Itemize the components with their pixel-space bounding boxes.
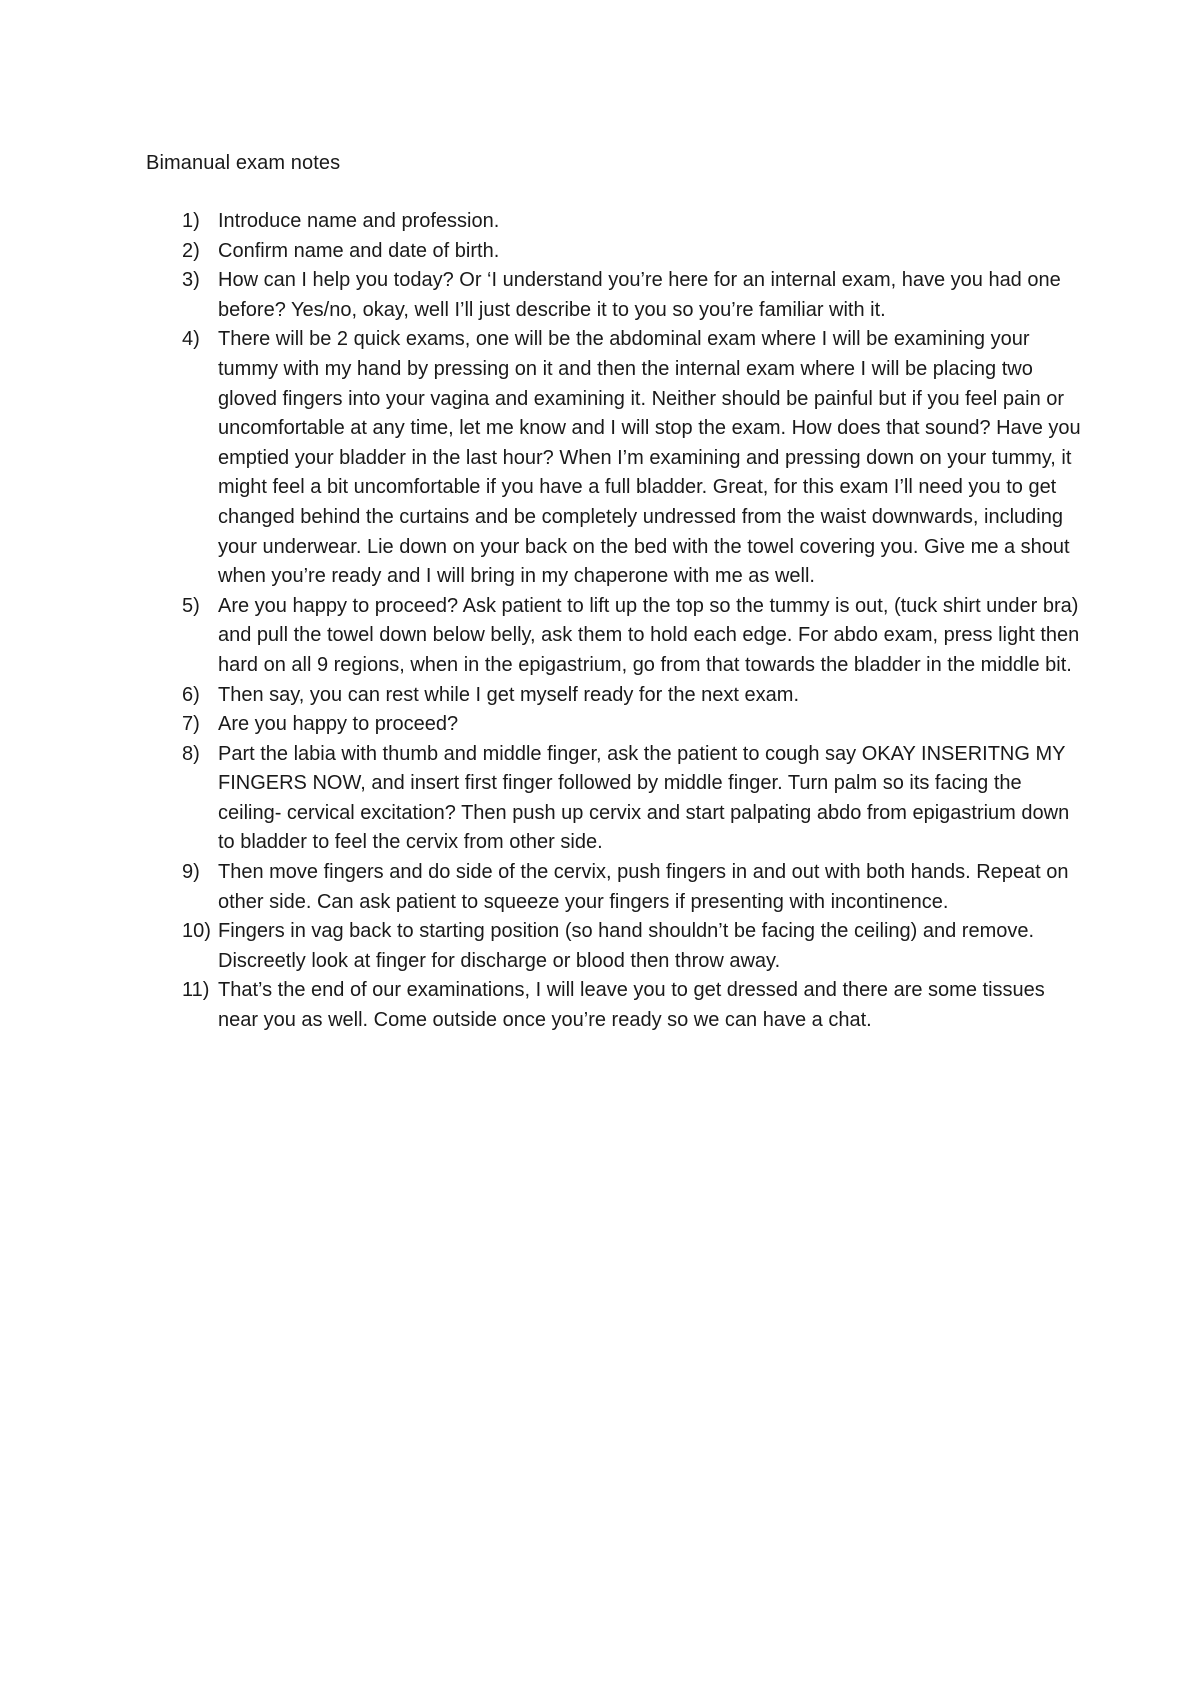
step-text: Fingers in vag back to starting position (so hand shouldn’t be facing the ceiling) and remove. Discreetly look at finger for discharge or blood then throw away.	[218, 920, 1035, 972]
document-title: Bimanual exam notes	[146, 152, 341, 174]
step-text: That’s the end of our examinations, I will leave you to get dressed and there are some tissues near you as well. Come outside once you’re ready so we can have a chat.	[218, 979, 1045, 1032]
step-text: How can I help you today? Or ‘I understand you’re here for an internal exam, have you had one before? Yes/no, okay, well I’ll just describe it to you so you’re familiar with it.	[218, 269, 1061, 321]
step-text: Then say, you can rest while I get myself ready for the next exam.	[218, 683, 800, 706]
step-item-3	[146, 266, 1086, 325]
step-number: 2)	[182, 239, 200, 262]
step-number: 6)	[182, 683, 200, 706]
step-number: 4)	[182, 328, 200, 351]
step-item-8	[146, 740, 1086, 858]
steps-list	[146, 207, 1086, 1036]
step-item-9	[146, 858, 1086, 917]
step-number: 8)	[182, 742, 200, 765]
step-number: 7)	[182, 713, 200, 736]
step-item-4	[146, 325, 1086, 591]
step-text: Are you happy to proceed? Ask patient to lift up the top so the tummy is out, (tuck shirt under bra) and pull the towel down below belly, ask them to hold each edge. For abdo exam, press light then hard on all 9 regions, when in the epigastrium, go from that towards the bladder in the middle bit.	[218, 594, 1080, 676]
step-number: 3)	[182, 269, 200, 292]
step-number: 10)	[182, 920, 211, 943]
step-text: Are you happy to proceed?	[218, 713, 459, 736]
step-text: Confirm name and date of birth.	[218, 239, 500, 262]
step-item-11	[146, 976, 1086, 1035]
step-item-5	[146, 592, 1086, 681]
step-item-6	[146, 681, 1086, 711]
step-number: 11)	[182, 979, 210, 1002]
step-text: Introduce name and profession.	[218, 210, 500, 232]
step-item-1	[146, 207, 1086, 237]
step-number: 5)	[182, 594, 200, 617]
step-item-2	[146, 237, 1086, 267]
step-text: There will be 2 quick exams, one will be the abdominal exam where I will be examining your tummy with my hand by pressing on it and then the internal exam where I will be placing two gloved fingers into your vagina and examining it. Neither should be painful but if you feel pain or uncomfortable at any time, let me know and I will stop the exam. How does that sound? Have you emptied your bladder in the last hour? When I’m examining and pressing down on your tummy, it might feel a bit uncomfortable if you have a full bladder. Great, for this exam I’ll need you to get changed behind the curtains and be completely undressed from the waist downwards, including your underwear. Lie down on your back on the bed with the towel covering you. Give me a shout when you’re ready and I will bring in my chaperone with me as well.	[218, 328, 1081, 588]
step-number: 9)	[182, 861, 200, 884]
step-text: Then move fingers and do side of the cervix, push fingers in and out with both hands. Repeat on other side. Can ask patient to squeeze your fingers if presenting with incontinence.	[218, 861, 1069, 913]
step-text: Part the labia with thumb and middle finger, ask the patient to cough say OKAY INSERITNG MY FINGERS NOW, and insert first finger followed by middle finger. Turn palm so its facing the ceiling- cervical excitation? Then push up cervix and start palpating abdo from epigastrium down to bladder to feel the cervix from other side.	[218, 742, 1070, 854]
step-number: 1)	[182, 210, 200, 232]
step-item-7	[146, 710, 1086, 740]
step-item-10	[146, 917, 1086, 976]
